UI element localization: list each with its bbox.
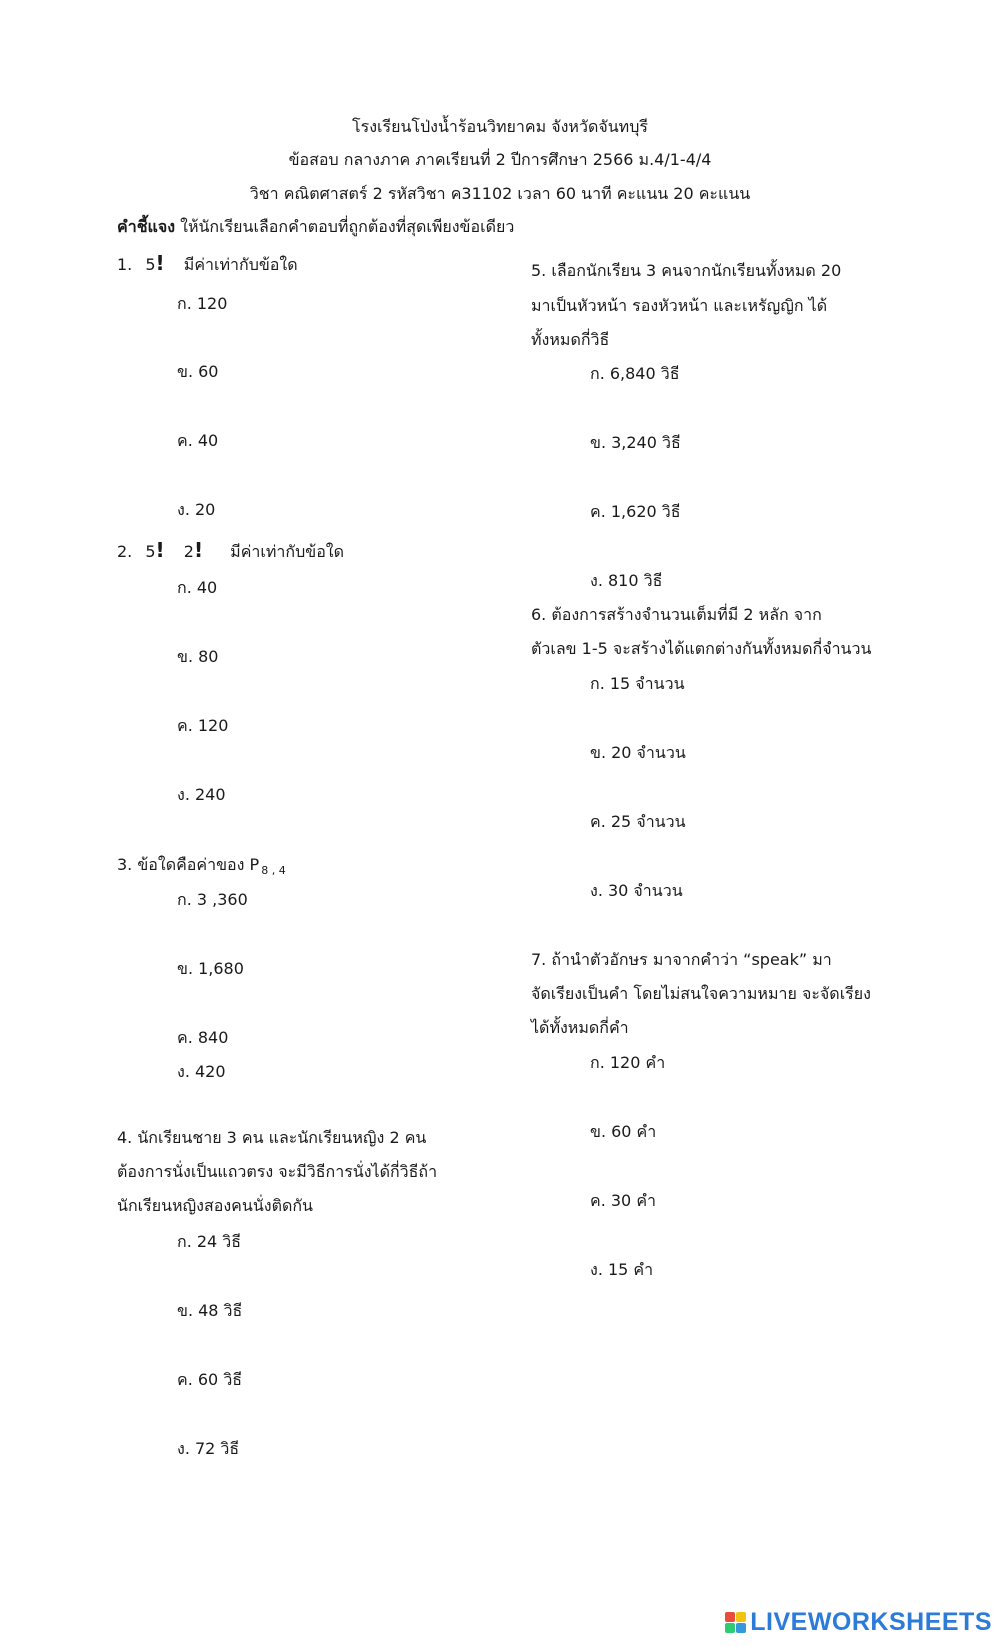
logo-square bbox=[725, 1612, 735, 1622]
q1-choice-d[interactable]: ง. 20 bbox=[177, 500, 216, 519]
logo-square bbox=[725, 1623, 735, 1633]
q2-choice-b[interactable]: ข. 80 bbox=[177, 647, 219, 666]
q4-choice-a[interactable]: ก. 24 วิธี bbox=[177, 1232, 242, 1251]
instructions-text: ให้นักเรียนเลือกคำตอบที่ถูกต้องที่สุดเพียงข้อเดียว bbox=[175, 217, 515, 236]
question-5-line-3: ทั้งหมดกี่วิธี bbox=[531, 330, 610, 349]
question-3-text: 3. ข้อใดคือค่าของ P bbox=[117, 855, 260, 874]
q1-choice-a[interactable]: ก. 120 bbox=[177, 294, 228, 313]
question-1-number: 1. bbox=[117, 255, 133, 274]
question-4-line-2: ต้องการนั่งเป็นแถวตรง จะมีวิธีการนั่งได้กี่วิธีถ้า bbox=[117, 1162, 438, 1181]
q5-choice-c[interactable]: ค. 1,620 วิธี bbox=[590, 502, 681, 521]
factorial-mark: ! bbox=[155, 251, 165, 275]
question-6-line-2: ตัวเลข 1-5 จะสร้างได้แตกต่างกันทั้งหมดกี่จำนวน bbox=[531, 639, 872, 658]
q4-choice-b[interactable]: ข. 48 วิธี bbox=[177, 1301, 243, 1320]
question-2-number: 2. bbox=[117, 542, 133, 561]
question-4-line-1: 4. นักเรียนชาย 3 คน และนักเรียนหญิง 2 คน bbox=[117, 1128, 427, 1147]
q3-choice-a[interactable]: ก. 3 ,360 bbox=[177, 890, 248, 909]
q5-choice-a[interactable]: ก. 6,840 วิธี bbox=[590, 364, 680, 383]
factorial-mark: ! bbox=[193, 538, 204, 562]
question-2-text: มีค่าเท่ากับข้อใด bbox=[230, 542, 344, 561]
q7-choice-a[interactable]: ก. 120 คำ bbox=[590, 1053, 666, 1072]
q3-choice-c[interactable]: ค. 840 bbox=[177, 1028, 229, 1047]
question-7-line-3: ได้ทั้งหมดกี่คำ bbox=[531, 1018, 629, 1037]
q7-choice-b[interactable]: ข. 60 คำ bbox=[590, 1122, 657, 1141]
q6-choice-a[interactable]: ก. 15 จำนวน bbox=[590, 674, 685, 693]
q6-choice-d[interactable]: ง. 30 จำนวน bbox=[590, 881, 683, 900]
question-5-line-2: มาเป็นหัวหน้า รองหัวหน้า และเหรัญญิก ได้ bbox=[531, 296, 828, 315]
q3-choice-d[interactable]: ง. 420 bbox=[177, 1062, 226, 1081]
question-7-line-1: 7. ถ้านำตัวอักษร มาจากคำว่า “speak” มา bbox=[531, 950, 832, 969]
instructions-label: คำชี้แจง bbox=[117, 217, 176, 236]
q6-choice-c[interactable]: ค. 25 จำนวน bbox=[590, 812, 686, 831]
question-7-line-2: จัดเรียงเป็นคำ โดยไม่สนใจความหมาย จะจัดเรียง bbox=[531, 984, 871, 1003]
q1-choice-b[interactable]: ข. 60 bbox=[177, 362, 219, 381]
logo-text: LIVEWORKSHEETS bbox=[750, 1608, 992, 1636]
question-2 bbox=[117, 540, 344, 560]
liveworksheets-logo bbox=[725, 1608, 992, 1637]
q2-choice-d[interactable]: ง. 240 bbox=[177, 785, 226, 804]
q2-choice-a[interactable]: ก. 40 bbox=[177, 578, 218, 597]
q3-choice-b[interactable]: ข. 1,680 bbox=[177, 959, 244, 978]
q4-choice-c[interactable]: ค. 60 วิธี bbox=[177, 1370, 243, 1389]
question-1 bbox=[117, 253, 298, 273]
question-3 bbox=[117, 855, 286, 877]
q4-choice-d[interactable]: ง. 72 วิธี bbox=[177, 1439, 240, 1458]
question-1-text: มีค่าเท่ากับข้อใด bbox=[183, 255, 298, 274]
q7-choice-c[interactable]: ค. 30 คำ bbox=[590, 1191, 657, 1210]
question-1-factorial: 5 bbox=[145, 255, 156, 274]
question-2-factor-2: 2 bbox=[183, 542, 194, 561]
q1-choice-c[interactable]: ค. 40 bbox=[177, 431, 219, 450]
q5-choice-d[interactable]: ง. 810 วิธี bbox=[590, 571, 663, 590]
subject-info: วิชา คณิตศาสตร์ 2 รหัสวิชา ค31102 เวลา 60 นาที คะแนน 20 คะแนน bbox=[249, 184, 751, 203]
q7-choice-d[interactable]: ง. 15 คำ bbox=[590, 1260, 654, 1279]
logo-square bbox=[736, 1612, 746, 1622]
q6-choice-b[interactable]: ข. 20 จำนวน bbox=[590, 743, 686, 762]
question-2-factor-1: 5 bbox=[145, 542, 156, 561]
permutation-subscript: 8 , 4 bbox=[261, 864, 286, 877]
q2-choice-c[interactable]: ค. 120 bbox=[177, 716, 229, 735]
factorial-mark: ! bbox=[155, 538, 165, 562]
exam-title: ข้อสอบ กลางภาค ภาคเรียนที่ 2 ปีการศึกษา 2566 ม.4/1-4/4 bbox=[288, 150, 712, 169]
question-5-line-1: 5. เลือกนักเรียน 3 คนจากนักเรียนทั้งหมด 20 bbox=[531, 261, 842, 280]
logo-grid-icon bbox=[725, 1612, 746, 1633]
school-name: โรงเรียนโป่งน้ำร้อนวิทยาคม จังหวัดจันทบุรี bbox=[352, 117, 648, 136]
question-6-line-1: 6. ต้องการสร้างจำนวนเต็มที่มี 2 หลัก จาก bbox=[531, 605, 822, 624]
q5-choice-b[interactable]: ข. 3,240 วิธี bbox=[590, 433, 681, 452]
question-4-line-3: นักเรียนหญิงสองคนนั่งติดกัน bbox=[117, 1196, 313, 1215]
logo-square bbox=[736, 1623, 746, 1633]
instructions bbox=[117, 219, 514, 235]
